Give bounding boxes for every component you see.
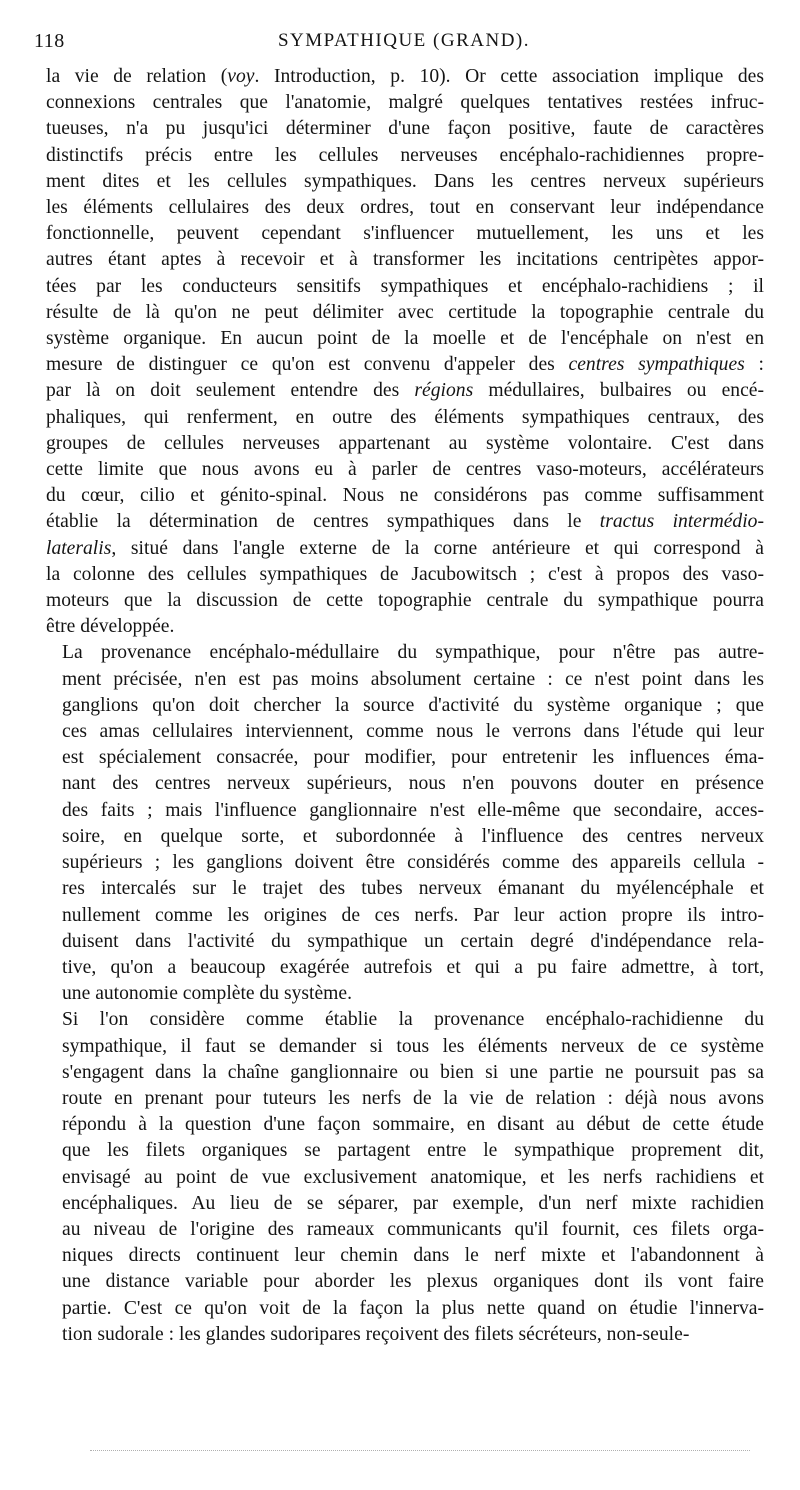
text-span: partie. C'est ce qu'on voit de la façon la plus nette quand on étudie l'innerva- xyxy=(62,1297,764,1319)
text-span: encéphaliques. Au lieu de se séparer, par exemple, d'un nerf mixte rachidien xyxy=(62,1192,764,1214)
text-span: s'engagent dans la chaîne ganglionnaire ou bien si une partie ne poursuit pas sa xyxy=(62,1061,764,1083)
text-line xyxy=(46,483,764,509)
text-line xyxy=(46,169,764,195)
text-span: du cœur, cilio et génito-spinal. Nous ne considérons pas comme suffisamment xyxy=(46,485,764,507)
text-line xyxy=(46,64,764,90)
text-line xyxy=(46,378,764,404)
text-span: distinctifs précis entre les cellules nerveuses encéphalo-rachidiennes propre- xyxy=(46,144,764,166)
text-line xyxy=(46,1217,764,1243)
text-span: autres étant aptes à recevoir et à transformer les incitations centripètes appor- xyxy=(46,249,764,271)
paragraph xyxy=(46,640,764,1007)
text-span: nullement comme les origines de ces nerfs. Par leur action propre ils intro- xyxy=(62,904,764,926)
text-line xyxy=(46,195,764,221)
text-line xyxy=(46,431,764,457)
text-line xyxy=(46,876,764,902)
text-span: La provenance encéphalo-médullaire du sympathique, pour n'être pas autre- xyxy=(62,642,764,664)
text-line xyxy=(46,116,764,142)
text-line xyxy=(46,1138,764,1164)
text-span: au niveau de l'origine des rameaux communicants qu'il fournit, ces filets orga- xyxy=(62,1218,764,1240)
text-span: établie la détermination de centres sympathiques dans le xyxy=(46,511,600,533)
text-line xyxy=(46,274,764,300)
italic-span: voy xyxy=(227,66,255,87)
text-span: une autonomie complète du système. xyxy=(62,983,353,1005)
text-span: . Introduction, p. 10). Or cette association implique des xyxy=(254,66,764,87)
body-text xyxy=(46,64,764,1348)
text-line xyxy=(46,1269,764,1295)
italic-span: lateralis xyxy=(46,537,112,559)
text-line xyxy=(46,352,764,378)
paragraph xyxy=(46,1007,764,1348)
italic-span: régions xyxy=(414,380,474,402)
text-line xyxy=(46,247,764,273)
text-line xyxy=(46,955,764,981)
text-line xyxy=(46,143,764,169)
text-span: une distance variable pour aborder les plexus organiques dont ils vont faire xyxy=(62,1271,764,1293)
text-span: par là on doit seulement entendre des xyxy=(46,380,415,402)
text-line xyxy=(46,1007,764,1033)
text-span: soire, en quelque sorte, et subordonnée à l'influence des centres nerveux xyxy=(62,825,764,847)
text-span: : xyxy=(744,354,765,376)
text-line xyxy=(46,981,764,1007)
text-span: res intercalés sur le trajet des tubes nerveux émanant du myélencéphale et xyxy=(62,878,764,900)
text-span: répondu à la question d'une façon sommaire, en disant au début de cette étude xyxy=(62,1114,764,1136)
text-span: être développée. xyxy=(46,616,175,638)
text-span: phaliques, qui renferment, en outre des éléments sympathiques centraux, des xyxy=(46,406,764,428)
text-span: que les filets organiques se partagent entre le sympathique proprement dit, xyxy=(62,1140,764,1162)
text-line xyxy=(46,1112,764,1138)
text-line xyxy=(46,326,764,352)
running-head: SYMPATHIQUE (GRAND). xyxy=(277,30,531,51)
text-span: fonctionnelle, peuvent cependant s'influencer mutuellement, les uns et les xyxy=(46,223,764,245)
text-span: la vie de relation ( xyxy=(46,66,228,87)
text-span: ment précisée, n'en est pas moins absolument certaine : ce n'est point dans les xyxy=(62,668,764,690)
page-header xyxy=(34,30,774,60)
text-line xyxy=(46,1060,764,1086)
text-span: groupes de cellules nerveuses appartenant au système volontaire. C'est dans xyxy=(46,432,764,454)
text-span: , situé dans l'angle externe de la corne antérieure et qui correspond à xyxy=(111,537,764,559)
text-line xyxy=(46,221,764,247)
text-line xyxy=(46,824,764,850)
text-line xyxy=(46,1034,764,1060)
text-line xyxy=(46,405,764,431)
text-span: les éléments cellulaires des deux ordres, tout en conservant leur indépendance xyxy=(46,197,764,219)
text-line xyxy=(46,1322,764,1348)
text-span: route en prenant pour tuteurs les nerfs de la vie de relation : déjà nous avons xyxy=(62,1087,764,1109)
text-line xyxy=(46,588,764,614)
text-span: tion sudorale : les glandes sudoripares reçoivent des filets sécréteurs, non-seule- xyxy=(62,1323,690,1345)
text-span: tueuses, n'a pu jusqu'ici déterminer d'une façon positive, faute de caractères xyxy=(46,118,764,140)
text-line xyxy=(46,798,764,824)
text-line xyxy=(46,90,764,116)
text-span: ganglions qu'on doit chercher la source d'activité du système organique ; que xyxy=(62,694,764,716)
footer-noise-rule xyxy=(90,1450,750,1451)
text-span: Si l'on considère comme établie la provenance encéphalo-rachidienne du xyxy=(62,1009,764,1031)
paragraph xyxy=(46,64,764,640)
text-line xyxy=(46,745,764,771)
text-line xyxy=(46,693,764,719)
text-line xyxy=(46,667,764,693)
text-span: ment dites et les cellules sympathiques. Dans les centres nerveux supérieurs xyxy=(46,170,764,192)
text-line xyxy=(46,903,764,929)
text-span: niques directs continuent leur chemin dans le nerf mixte et l'abandonnent à xyxy=(62,1245,764,1267)
text-span: moteurs que la discussion de cette topographie centrale du sympathique pourra xyxy=(46,590,764,612)
text-span: cette limite que nous avons eu à parler de centres vaso-moteurs, accélérateurs xyxy=(46,459,764,481)
text-line xyxy=(46,457,764,483)
text-line xyxy=(46,300,764,326)
text-span: système organique. En aucun point de la moelle et de l'encéphale on n'est en xyxy=(46,328,764,350)
text-line xyxy=(46,771,764,797)
text-span: est spécialement consacrée, pour modifier, pour entretenir les influences éma- xyxy=(62,747,764,769)
text-span: tive, qu'on a beaucoup exagérée autrefois et qui a pu faire admettre, à tort, xyxy=(62,956,764,978)
text-span: médullaires, bulbaires ou encé- xyxy=(473,380,765,402)
italic-span: tractus intermédio- xyxy=(599,511,764,533)
text-span: connexions centrales que l'anatomie, malgré quelques tentatives restées infruc- xyxy=(46,92,764,114)
text-span: résulte de là qu'on ne peut délimiter avec certitude la topographie centrale du xyxy=(46,301,764,323)
page-number: 118 xyxy=(34,30,65,52)
text-line xyxy=(46,1243,764,1269)
text-line xyxy=(46,1296,764,1322)
text-line xyxy=(46,562,764,588)
text-span: supérieurs ; les ganglions doivent être considérés comme des appareils cellula - xyxy=(62,852,764,874)
text-span: la colonne des cellules sympathiques de Jacubowitsch ; c'est à propos des vaso- xyxy=(46,563,764,585)
text-line xyxy=(46,1165,764,1191)
italic-span: centres sympathiques xyxy=(568,354,745,376)
text-line xyxy=(46,614,764,640)
text-line xyxy=(46,1191,764,1217)
text-line xyxy=(46,850,764,876)
text-span: envisagé au point de vue exclusivement anatomique, et les nerfs rachidiens et xyxy=(62,1166,764,1188)
text-span: ces amas cellulaires interviennent, comme nous le verrons dans l'étude qui leur xyxy=(62,721,764,743)
text-span: sympathique, il faut se demander si tous les éléments nerveux de ce système xyxy=(62,1035,764,1057)
text-span: des faits ; mais l'influence ganglionnaire n'est elle-même que secondaire, acces- xyxy=(62,799,764,821)
text-line xyxy=(46,509,764,535)
text-span: nant des centres nerveux supérieurs, nous n'en pouvons douter en présence xyxy=(62,773,764,795)
text-line xyxy=(46,719,764,745)
text-span: tées par les conducteurs sensitifs sympathiques et encéphalo-rachidiens ; il xyxy=(46,275,764,297)
text-line xyxy=(46,536,764,562)
text-span: mesure de distinguer ce qu'on est convenu d'appeler des xyxy=(46,354,569,376)
text-span: duisent dans l'activité du sympathique un certain degré d'indépendance rela- xyxy=(62,930,764,952)
text-line xyxy=(46,929,764,955)
text-line xyxy=(46,640,764,666)
text-line xyxy=(46,1086,764,1112)
